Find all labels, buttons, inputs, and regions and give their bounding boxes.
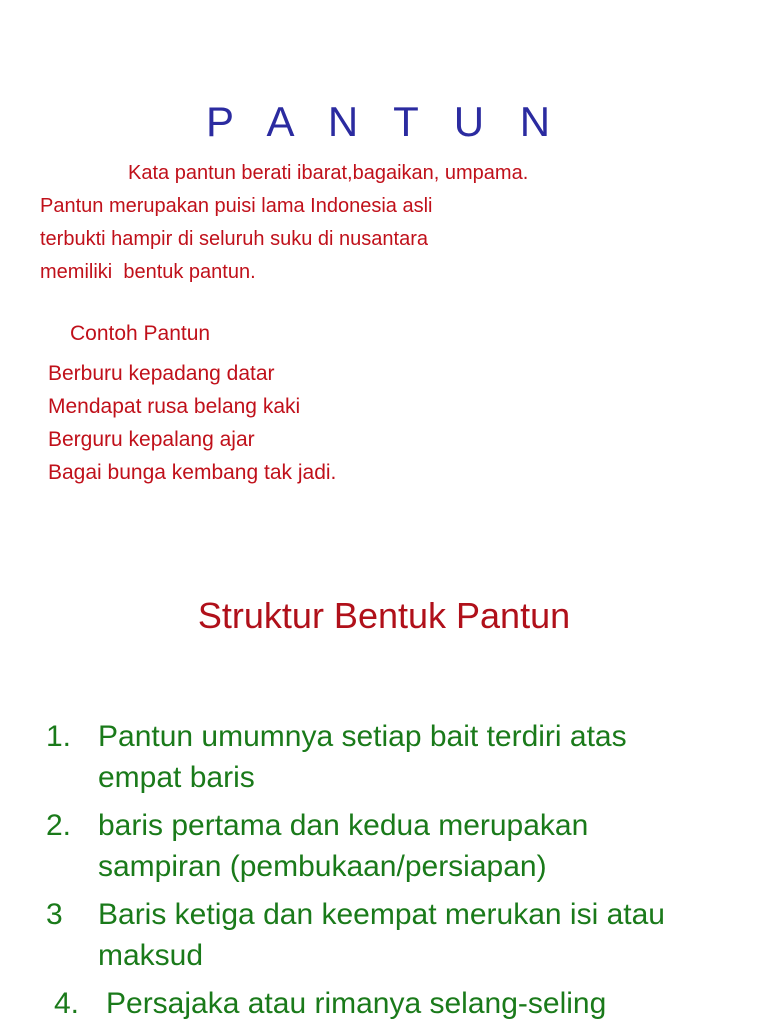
list-item [0, 983, 768, 1024]
example-heading: Contoh Pantun [70, 322, 211, 345]
list-item-number: 3 [46, 898, 63, 931]
intro-line: terbukti hampir di seluruh suku di nusantara [40, 228, 428, 250]
list-item-number: 2. [46, 809, 72, 842]
intro-line: memiliki bentuk pantun. [40, 261, 256, 283]
list-item-number: 4. [54, 987, 80, 1020]
poem-line: Mendapat rusa belang kaki [48, 395, 301, 418]
list-item-number: 1. [46, 720, 72, 753]
list-item-text: Persajaka atau rimanya selang-seling [106, 987, 607, 1020]
example-poem [48, 357, 336, 489]
list-item [0, 716, 768, 798]
list-item-text: Baris ketiga dan keempat merukan isi atau maksud [98, 898, 665, 972]
poem-line: Berburu kepadang datar [48, 362, 275, 385]
list-item [0, 805, 768, 887]
slide-struktur [0, 540, 768, 1024]
list-item [0, 894, 768, 976]
structure-list [0, 716, 768, 1031]
list-item-text: baris pertama dan kedua merupakan sampiran (pembukaan/persiapan) [98, 809, 589, 883]
page-title: P A N T U N [205, 98, 563, 145]
poem-line: Bagai bunga kembang tak jadi. [48, 461, 337, 484]
section-title: Struktur Bentuk Pantun [197, 595, 571, 636]
list-item-text: Pantun umumnya setiap bait terdiri atas empat baris [98, 720, 627, 794]
intro-paragraph [40, 190, 432, 289]
intro-line: Pantun merupakan puisi lama Indonesia asli [40, 195, 433, 217]
poem-line: Berguru kepalang ajar [48, 428, 255, 451]
intro-first-line: Kata pantun berati ibarat,bagaikan, umpama. [128, 162, 529, 184]
